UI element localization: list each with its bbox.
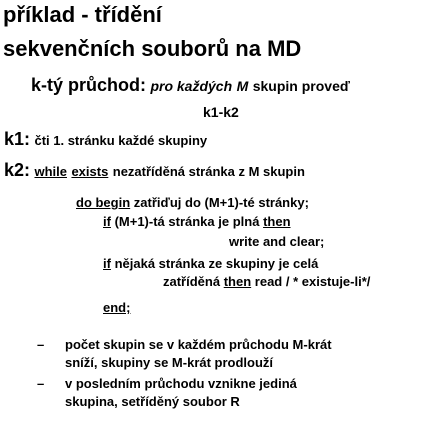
k1-label: k1: <box>4 129 31 149</box>
k2-rest: nezatříděná stránka z M skupin <box>112 164 305 179</box>
bullet-2-dash: – <box>37 376 45 391</box>
k2-label: k2: <box>4 160 31 180</box>
k2-line <box>4 160 305 181</box>
code-line-4-text: nějaká stránka ze skupiny je celá <box>114 256 319 271</box>
bullet-1-line-2: sníží, skupiny se M-krát prodlouží <box>65 355 274 370</box>
k1-text: čti 1. stránku každé skupiny <box>34 133 208 148</box>
kw-if-1: if <box>103 214 111 229</box>
bullet-2-line-2: skupina, setříděný soubor R <box>65 394 240 409</box>
bullet-1-dash: – <box>37 337 45 352</box>
k2-while: while <box>34 164 67 179</box>
code-line-1 <box>76 195 309 210</box>
code-line-1-rest: zatřiďuj do (M+1)-té stránky; <box>133 195 309 210</box>
code-line-5-a: zatříděná <box>163 274 221 289</box>
pass-label: k-tý průchod: <box>31 75 146 95</box>
k2-exists: exists <box>71 164 109 179</box>
code-line-3: write and clear; <box>229 234 325 249</box>
pass-italic-b: M <box>236 78 249 94</box>
kw-then-2: then <box>223 274 252 289</box>
code-line-4 <box>103 256 318 271</box>
code-line-5-b: read / * existuje-li*/ <box>254 274 371 289</box>
code-line-2-text: (M+1)-tá stránka je plná <box>114 214 260 229</box>
code-line-2 <box>103 214 291 229</box>
pass-continuation: k1-k2 <box>203 104 239 120</box>
pass-plain: skupin proveď <box>252 78 350 94</box>
bullet-2-line-1: v posledním průchodu vznikne jediná <box>65 376 297 391</box>
code-end: end; <box>103 300 131 315</box>
kw-if-2: if <box>103 256 111 271</box>
pass-italic-a: pro každých <box>150 78 233 94</box>
kw-do-begin: do begin <box>76 195 131 210</box>
bullet-1-line-1: počet skupin se v každém průchodu M-krát <box>65 337 332 352</box>
code-line-5 <box>163 274 370 289</box>
title-line-1: příklad - třídění <box>3 2 162 27</box>
kw-then-1: then <box>263 214 291 229</box>
title-line-2: sekvenčních souborů na MD <box>3 36 302 61</box>
pass-line <box>31 75 350 96</box>
k1-line <box>4 129 207 150</box>
